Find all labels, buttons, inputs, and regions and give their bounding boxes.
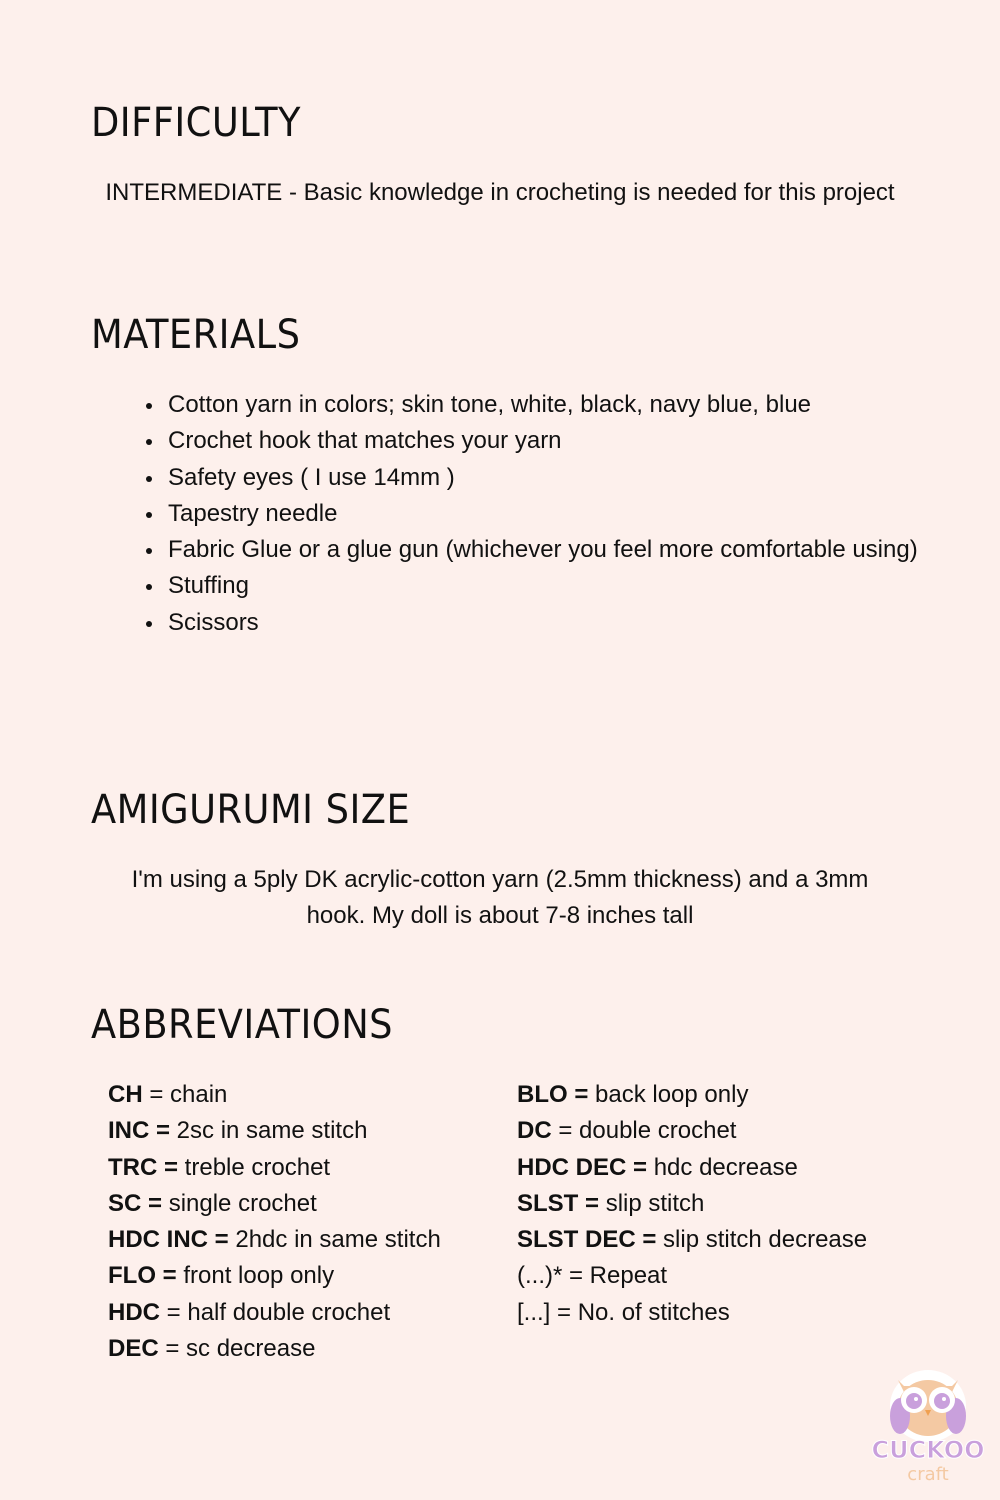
svg-text:CUCKOO: CUCKOO: [872, 1436, 984, 1464]
list-item: Scissors: [168, 605, 928, 641]
abbreviation-item: SLST DEC = slip stitch decrease: [517, 1226, 868, 1254]
size-text: I'm using a 5ply DK acrylic-cotton yarn (2.5mm thickness) and a 3mm hook. My doll is about 7-8 inches tall: [131, 866, 869, 929]
materials-heading: MATERIALS: [91, 312, 301, 358]
abbreviation-item: SLST = slip stitch: [517, 1189, 705, 1217]
list-item: Tapestry needle: [168, 496, 928, 532]
abbreviation-item: HDC = half double crochet: [108, 1298, 391, 1326]
difficulty-heading: DIFFICULTY: [91, 100, 302, 146]
svg-text:craft: craft: [907, 1464, 949, 1485]
size-heading: AMIGURUMI SIZE: [91, 787, 411, 833]
abbreviation-item: TRC = treble crochet: [108, 1153, 331, 1181]
abbreviation-item: CH = chain: [108, 1081, 228, 1108]
abbreviation-item: (...)* = Repeat: [517, 1262, 668, 1290]
abbreviation-item: DC = double crochet: [517, 1117, 737, 1145]
owl-icon: [872, 1368, 984, 1488]
list-item: Fabric Glue or a glue gun (whichever you feel more comfortable using): [168, 532, 928, 568]
abbreviations-right-column: [517, 1077, 867, 1331]
list-item: Stuffing: [168, 568, 928, 604]
abbreviation-item: DEC = sc decrease: [108, 1335, 316, 1363]
abbreviation-item: FLO = front loop only: [108, 1262, 335, 1290]
difficulty-text: INTERMEDIATE - Basic knowledge in crocheting is needed for this project: [105, 179, 895, 206]
materials-list: [140, 387, 928, 641]
list-item: Safety eyes ( I use 14mm ): [168, 460, 928, 496]
cuckoo-craft-logo: [872, 1368, 984, 1488]
abbreviation-item: BLO = back loop only: [517, 1081, 749, 1108]
list-item: Cotton yarn in colors; skin tone, white, black, navy blue, blue: [168, 387, 928, 423]
abbreviations-left-column: [108, 1077, 441, 1367]
abbreviation-item: [...] = No. of stitches: [517, 1298, 730, 1326]
abbreviations-heading: ABBREVIATIONS: [91, 1002, 394, 1048]
list-item: Crochet hook that matches your yarn: [168, 423, 928, 459]
abbreviation-item: INC = 2sc in same stitch: [108, 1117, 368, 1145]
abbreviation-item: HDC DEC = hdc decrease: [517, 1153, 798, 1181]
abbreviation-item: HDC INC = 2hdc in same stitch: [108, 1226, 441, 1254]
abbreviation-item: SC = single crochet: [108, 1189, 317, 1217]
